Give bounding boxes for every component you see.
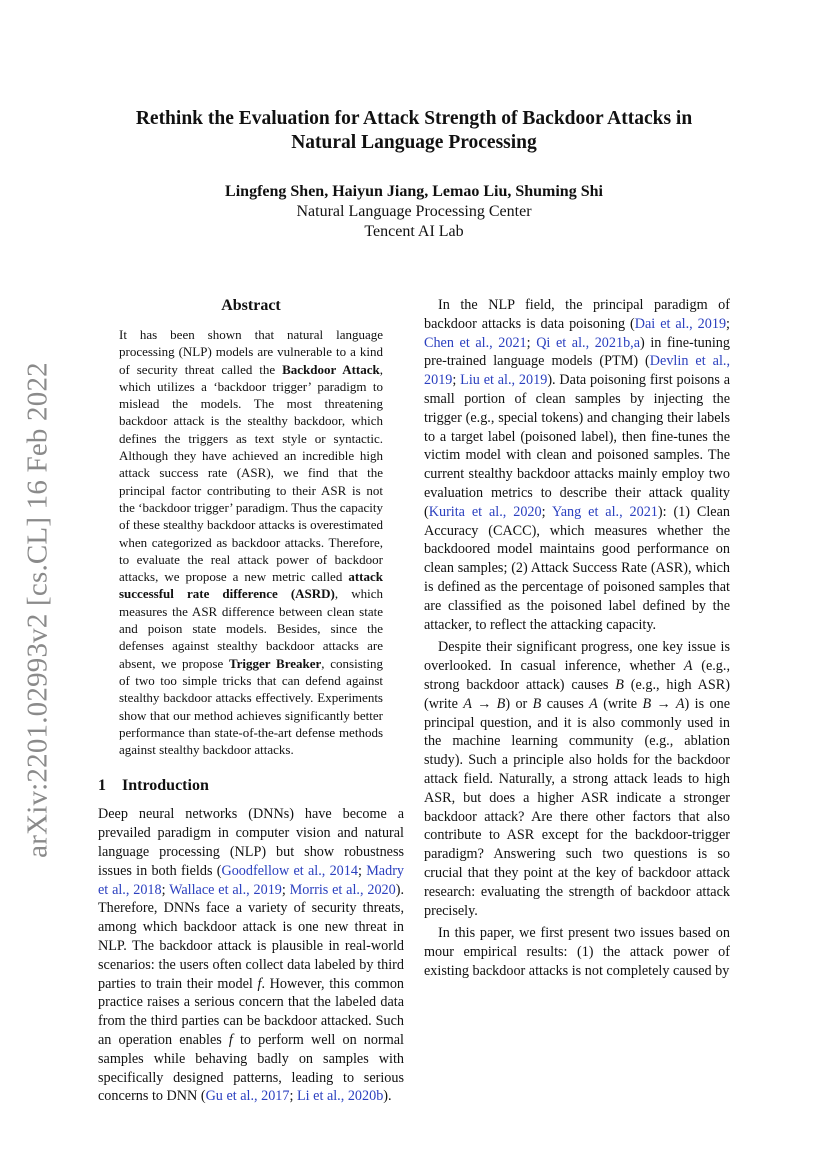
text-span: In the NLP field, the principal paradigm of backdoor attacks is data poisoning (: [424, 297, 730, 332]
text-span: Deep neural networks (DNNs) have become a prevailed paradigm in computer vision and natural language processing (NLP) but show robustness issues in both fields (: [98, 806, 404, 879]
citation-link[interactable]: Devlin et al., 2019: [424, 353, 730, 389]
section-number: 1: [98, 777, 106, 795]
text-span: ;: [452, 372, 461, 389]
math-expression: A → B: [463, 695, 506, 712]
section-title: Introduction: [122, 777, 209, 795]
text-span: ;: [161, 881, 170, 898]
text-span: ;: [289, 1088, 297, 1105]
text-span: Despite their significant progress, one key issue is overlooked. In casual inference, whether: [424, 639, 730, 675]
arxiv-stamp-text: arXiv:2201.02993v2 [cs.CL] 16 Feb 2022: [21, 362, 54, 858]
text-span: ) is one principal question, and it is also commonly used in the machine learning community (e.g., ablation study). Such a principle also holds for the backdoor attack field. Naturally, a strong attack leads to high ASR, but does a higher ASR indicate a stronger backdoor attack? Are there other factors that also contribute to ASR except for the backdoor-trigger paradigm? Answering such two questions is so crucial that they point at the key of backdoor attack research: evaluating the strength of backdoor attack precisely.: [424, 695, 730, 919]
term-asrd: attack successful rate difference (ASRD): [119, 569, 383, 602]
text-span: to perform well on normal samples while behaving badly on samples with specifically designed patterns, leading to serious concerns to DNN (: [98, 1031, 404, 1105]
right-column: [424, 296, 730, 981]
text-span: ;: [541, 503, 552, 520]
author-names: Lingfeng Shen, Haiyun Jiang, Lemao Liu, Shuming Shi: [225, 183, 603, 200]
text-span: ;: [526, 334, 537, 351]
author-block: [100, 182, 728, 242]
citation-link[interactable]: Madry et al., 2018: [98, 862, 405, 898]
text-span: (e.g., high ASR) (write: [424, 676, 730, 712]
citation-link[interactable]: Li et al., 2020b: [297, 1088, 384, 1105]
affiliation-line-2: Tencent AI Lab: [364, 223, 464, 240]
text-span: . However, this common practice raises a serious concern that the labeled data from the third parties can be backdoor attacked. Such an operation enables: [98, 975, 405, 1048]
text-span: ;: [357, 862, 367, 879]
arxiv-stamp: [12, 350, 64, 870]
abstract-text: [119, 326, 383, 758]
abstract-span: It has been shown that natural language processing (NLP) models are vulnerable to a kind of security threat called the: [119, 327, 383, 377]
math-var: f: [228, 1031, 233, 1048]
intro-paragraph-2: [424, 296, 730, 634]
citation-link[interactable]: Liu et al., 2019: [460, 372, 548, 389]
intro-paragraph-3: [424, 638, 730, 920]
math-expression: B → A: [642, 695, 685, 712]
intro-paragraph-1: [98, 805, 404, 1106]
paper-title: [100, 107, 728, 155]
text-span: ): (1) Clean Accuracy (CACC), which measures whether the backdoored model maintains good performance on clean samples; (2) Attack Success Rate (ASR), which is defined as the percentage of poisoned samples that are classified as the poisoned label defined by the attacker, to reflect the attacking capacity.: [424, 503, 730, 633]
abstract-heading: Abstract: [221, 297, 281, 314]
term-backdoor-attack: Backdoor Attack: [282, 361, 380, 377]
math-var: f: [257, 975, 262, 992]
intro-paragraph-4: In this paper, we first present two issues based on mour empirical results: (1) the attack power of existing backdoor attacks is not completely caused by: [424, 925, 730, 979]
citation-link[interactable]: Dai et al., 2019: [634, 315, 727, 332]
abstract-span: , which measures the ASR difference between clean state and poison state models. Besides, since the defenses against stealthy backdoor attacks are absent, we propose: [119, 586, 383, 671]
section-heading-introduction: [98, 776, 404, 796]
citation-link[interactable]: Qi et al., 2021b,a: [536, 334, 641, 351]
citation-link[interactable]: Gu et al., 2017: [205, 1088, 290, 1105]
citation-link[interactable]: Chen et al., 2021: [424, 334, 527, 351]
abstract-span: , consisting of two too simple tricks that can defend against stealthy backdoor attacks effectively. Experiments show that our method achieves significantly better performance than state-of-the-art defense methods against stealthy backdoor attacks.: [119, 655, 383, 758]
title-line-1: Rethink the Evaluation for Attack Strength of Backdoor Attacks in: [135, 108, 693, 129]
text-span: (e.g., strong backdoor attack) causes: [424, 658, 730, 693]
math-var: A: [589, 695, 598, 712]
text-span: causes: [541, 695, 590, 712]
math-var: B: [615, 676, 624, 693]
term-trigger-breaker: Trigger Breaker: [228, 655, 322, 671]
title-line-2: Natural Language Processing: [291, 132, 537, 153]
math-var: A: [683, 658, 693, 675]
left-column: [98, 296, 404, 1106]
affiliation-line-1: Natural Language Processing Center: [296, 203, 532, 220]
text-span: ;: [281, 881, 290, 898]
text-span: ) in fine-tuning pre-trained language models (PTM) (: [424, 334, 730, 370]
text-span: ).: [383, 1088, 392, 1105]
citation-link[interactable]: Goodfellow et al., 2014: [221, 862, 358, 879]
text-span: (write: [597, 695, 643, 712]
text-span: ) or: [505, 695, 533, 712]
math-var: B: [532, 695, 542, 712]
abstract-span: , which utilizes a ‘backdoor trigger’ paradigm to mislead the models. The most threatening backdoor attack is the stealthy backdoor, which defines the triggers as text style or syntactic. Although they have achieved an incredible high attack success rate (ASR), we find that the principal factor contributing to their ASR is not the ‘backdoor trigger’ paradigm. Thus the capacity of these stealthy backdoor attacks is overestimated when categorized as backdoor attacks. Therefore, to evaluate the real attack power of backdoor attacks, we propose a new metric called: [119, 361, 383, 585]
text-span: ;: [726, 315, 730, 332]
text-span: ). Therefore, DNNs face a variety of security threats, among which backdoor attack is one new threat in NLP. The backdoor attack is plausible in real-world scenarios: the users often collect data labeled by third parties to train their model: [98, 881, 405, 992]
citation-link[interactable]: Morris et al., 2020: [289, 881, 396, 898]
citation-link[interactable]: Wallace et al., 2019: [169, 881, 282, 898]
citation-link[interactable]: Yang et al., 2021: [551, 503, 658, 520]
text-span: ). Data poisoning first poisons a small portion of clean samples by injecting the trigger (e.g., special tokens) and changing their labels to a target label (poisoned label), then fine-tunes the victim model with clean and poisoned samples. The current stealthy backdoor attacks mainly employ two evaluation metrics to describe their attack quality (: [424, 372, 731, 520]
citation-link[interactable]: Kurita et al., 2020: [428, 503, 542, 520]
